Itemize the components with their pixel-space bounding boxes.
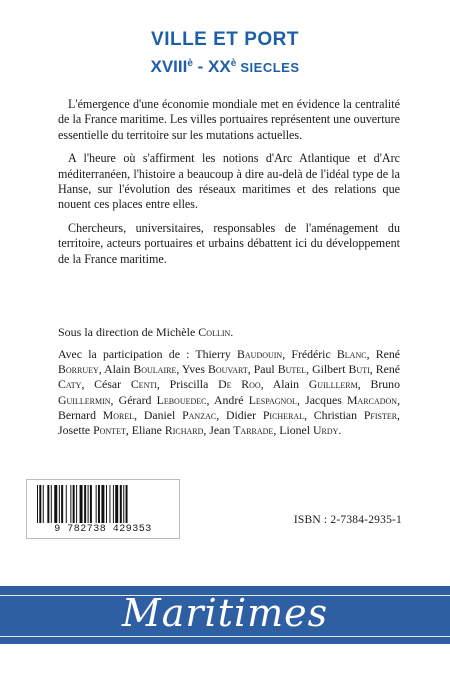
barcode-bar xyxy=(54,485,57,523)
participant-name xyxy=(144,408,216,422)
participant-given-name: Daniel xyxy=(143,407,183,422)
title-century-a: XVIII xyxy=(150,57,188,76)
participant-surname: Richard xyxy=(164,423,204,438)
participant-surname: Bouvart xyxy=(208,362,248,377)
title-century-b: XX xyxy=(208,57,231,76)
participant-given-name: René xyxy=(375,362,400,377)
participant-given-name: Jean xyxy=(209,423,234,438)
participant-name xyxy=(214,393,297,407)
barcode-bar xyxy=(113,485,114,523)
participant-given-name: César xyxy=(94,377,131,392)
title-line-2 xyxy=(0,52,450,80)
title-line-1: VILLE ET PORT xyxy=(151,29,299,50)
barcode-bar xyxy=(59,485,60,523)
participant-given-name: Josette xyxy=(58,423,94,438)
participant-surname: Panzac xyxy=(182,407,217,422)
participant-surname: Boulaire xyxy=(133,362,177,377)
isbn: ISBN : 2-7384-2935-1 xyxy=(293,514,402,526)
participant-surname: Tarrade xyxy=(233,423,274,438)
barcode-bar xyxy=(61,485,63,523)
participant-surname: Pfister xyxy=(363,407,398,422)
participant-name xyxy=(170,377,261,391)
director-name: Collin xyxy=(198,325,231,339)
participant-name xyxy=(119,393,207,407)
barcode-bar xyxy=(39,485,41,523)
direction-line xyxy=(58,325,400,340)
participant-given-name: Bruno xyxy=(370,377,400,392)
participant-given-name: Christian xyxy=(313,407,364,422)
participant-surname: Lespagnol xyxy=(248,392,297,407)
participants-intro: Avec la participation de : xyxy=(58,347,196,361)
participant-surname: Butel xyxy=(277,362,307,377)
participant-surname: De Roo xyxy=(218,377,261,392)
title-separator: - xyxy=(192,57,209,76)
participant-given-name: Alain xyxy=(272,377,309,392)
blurb-paragraph-2: A l'heure où s'affirment les notions d'Arc Atlantique et d'Arc méditerranéen, l'histoire a beaucoup à dire au-delà de l'idéal type de la Hanse, sur l'évolution des réseaux maritimes et des relations que nouent ces places entre elles. xyxy=(58,151,400,212)
title-century-b-sup: è xyxy=(230,58,237,69)
participant-surname: Caty xyxy=(58,377,82,392)
barcode-bar xyxy=(123,485,124,523)
barcode-digits: 9 782738 429353 xyxy=(54,524,152,535)
collection-name: Maritimes xyxy=(121,591,329,635)
participant-given-name: Priscilla xyxy=(169,377,219,392)
participant-name xyxy=(58,408,134,422)
participant-surname: Guillermin xyxy=(58,392,111,407)
participant-name xyxy=(273,377,358,391)
barcode-bar xyxy=(98,485,100,523)
participant-given-name: Paul xyxy=(253,362,278,377)
participant-surname: Guilllerm xyxy=(308,377,358,392)
participant-surname: Baudouin xyxy=(237,347,283,361)
barcode-bar xyxy=(66,485,67,523)
barcode-bar xyxy=(101,485,104,523)
participant-surname: Urdy xyxy=(312,423,339,438)
participant-name xyxy=(226,408,304,422)
participants-list: Avec la participation de : Thierry Baudouin, Frédéric Blanc, René Borruey, Alain Boulaire, Yves Bouvart, Paul Butel, Gilbert Buti, René Caty, César Centi, Priscilla De Roo, Alain Guilllerm, Bruno Guillermin, Gérard Lebouedec, André Lespagnol, Jacques Marcadon, Bernard Morel, Daniel Panzac, Didier Picheral, Christian Pfister, Josette Pontet, Eliane Richard, Jean Tarrade, Lionel Urdy. xyxy=(58,347,401,438)
participant-name xyxy=(305,393,397,407)
participant-name xyxy=(279,423,338,437)
participant-given-name: Thierry xyxy=(195,347,238,361)
participant-surname: Lebouedec xyxy=(156,392,207,407)
participant-given-name: Jacques xyxy=(305,392,347,407)
participant-given-name: André xyxy=(214,392,249,407)
participant-given-name: Alain xyxy=(104,362,134,377)
participant-name xyxy=(209,423,273,437)
barcode-bar xyxy=(76,485,77,523)
participant-name xyxy=(254,362,306,376)
barcode-bar xyxy=(47,485,49,523)
participant-surname: Pontet xyxy=(93,423,126,438)
barcode-bar xyxy=(115,485,118,523)
barcode-bar xyxy=(43,485,44,523)
participant-name xyxy=(58,423,126,437)
barcode-bar xyxy=(109,485,110,523)
barcode xyxy=(26,479,180,539)
participant-surname: Blanc xyxy=(336,347,367,361)
barcode-bar xyxy=(51,485,52,523)
title-siecles: SIECLES xyxy=(236,60,300,75)
participant-name xyxy=(291,347,366,361)
participant-name xyxy=(182,362,248,376)
participant-surname: Marcadon xyxy=(347,392,398,407)
participant-surname: Buti xyxy=(348,362,370,377)
participant-given-name: Didier xyxy=(225,407,263,422)
title-century-a-sup: è xyxy=(187,58,193,69)
barcode-bar xyxy=(37,485,38,523)
participant-given-name: Eliane xyxy=(131,423,165,438)
barcode-bar xyxy=(106,485,107,523)
participant-name xyxy=(312,362,370,376)
participant-name xyxy=(94,377,157,391)
barcode-bar xyxy=(80,485,83,523)
participant-surname: Morel xyxy=(102,407,135,422)
participant-given-name: Bernard xyxy=(58,407,103,422)
band-line-bottom xyxy=(0,636,450,637)
participant-given-name: Lionel xyxy=(279,423,313,438)
blurb-paragraph-1: L'émergence d'une économie mondiale met en évidence la centralité de la France maritime. Les villes portuaires représentent une ouverture essentielle du territoire sur les mutations actuelles. xyxy=(58,97,400,142)
participant-name xyxy=(132,423,204,437)
participant-name xyxy=(195,347,282,361)
participant-name xyxy=(104,362,176,376)
participant-name xyxy=(314,408,397,422)
barcode-bar xyxy=(88,485,89,523)
barcode-bar xyxy=(120,485,122,523)
barcode-bar xyxy=(70,485,71,523)
blurb-paragraph-3: Chercheurs, universitaires, responsables de l'aménagement du territoire, acteurs portuaires et urbains débattent ici du développement de la France maritime. xyxy=(58,220,400,266)
participant-surname: Centi xyxy=(130,377,157,392)
barcode-bar xyxy=(126,485,128,523)
participant-given-name: Yves xyxy=(181,362,209,377)
participant-surname: Borruey xyxy=(58,362,99,377)
direction-prefix: Sous la direction de Michèle xyxy=(58,325,199,339)
participant-given-name: Frédéric xyxy=(291,347,337,361)
blurb xyxy=(58,97,400,275)
barcode-bars xyxy=(37,485,169,523)
barcode-bar xyxy=(84,485,86,523)
title-block xyxy=(0,28,450,80)
participant-surname: Picheral xyxy=(262,407,305,422)
participant-given-name: René xyxy=(375,347,400,361)
collection-band xyxy=(0,586,450,644)
barcode-bar xyxy=(90,485,92,523)
participant-given-name: Gilbert xyxy=(312,362,349,377)
direction-suffix: . xyxy=(230,325,234,339)
participant-given-name: Gérard xyxy=(118,392,157,407)
barcode-bar xyxy=(96,485,97,523)
barcode-bar xyxy=(73,485,75,523)
